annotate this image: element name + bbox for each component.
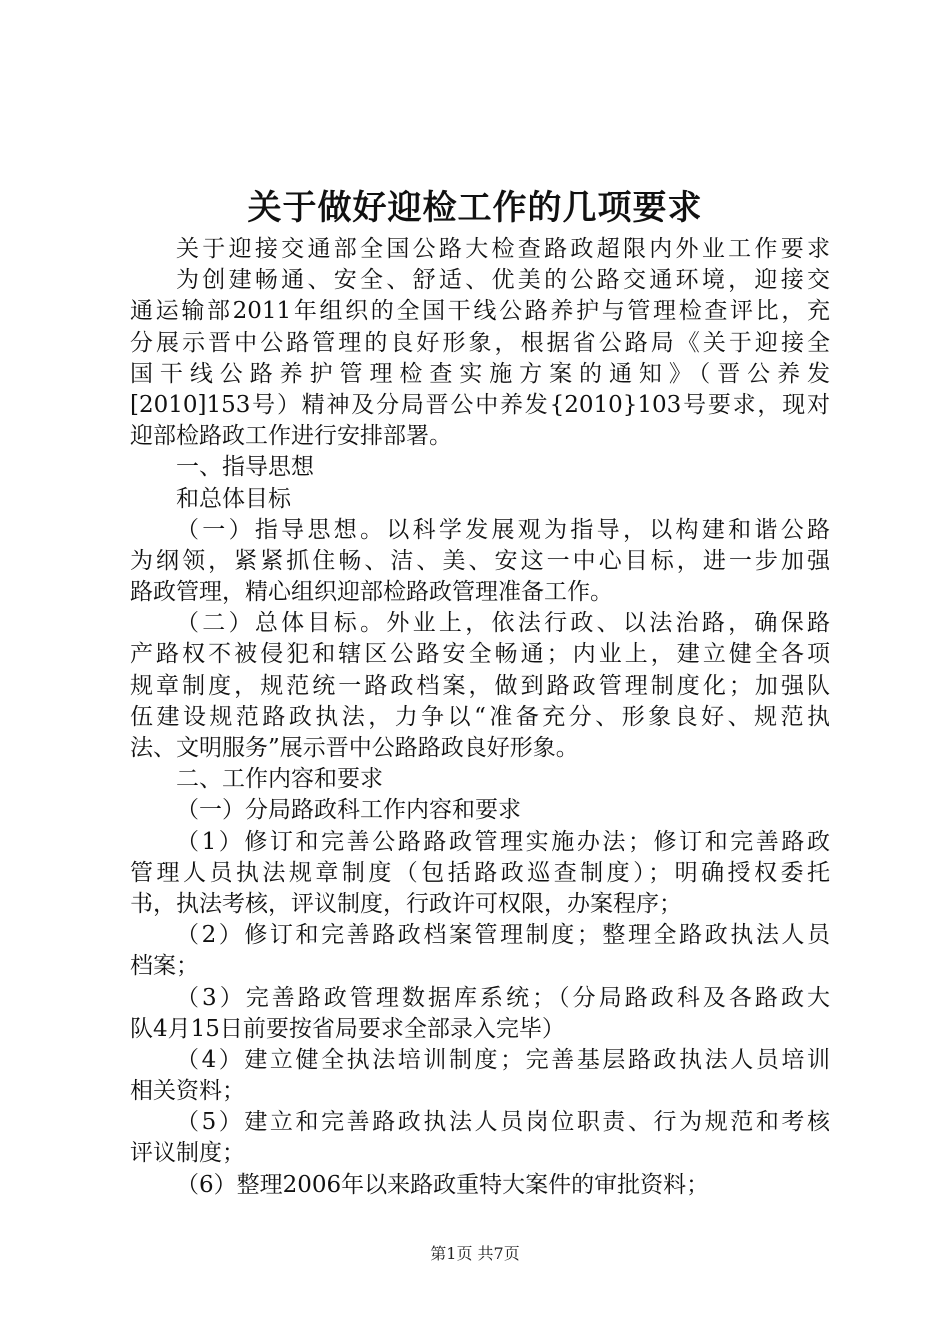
body-line: 和总体目标 [176,485,291,512]
body-line: 分展示晋中公路管理的良好形象，根据省公路局《关于迎接全 [130,329,830,356]
body-line: [2010]153号）精神及分局晋公中养发{2010}103号要求，现对 [130,391,830,418]
body-line: 为创建畅通、安全、舒适、优美的公路交通环境，迎接交 [176,267,830,294]
body-line: 路政管理，精心组织迎部检路政管理准备工作。 [130,579,613,606]
body-line: 档案； [130,953,199,980]
body-line: （一）指导思想。以科学发展观为指导，以构建和谐公路 [176,516,830,543]
body-line: 迎部检路政工作进行安排部署。 [130,423,452,450]
body-line: 关于迎接交通部全国公路大检查路政超限内外业工作要求 [176,236,830,262]
body-line: 规章制度，规范统一路政档案，做到路政管理制度化；加强队 [130,672,830,699]
body-line: （一）分局路政科工作内容和要求 [176,797,521,824]
body-line: （3）完善路政管理数据库系统；（分局路政科及各路政大 [176,984,830,1011]
body-line: （二）总体目标。外业上，依法行政、以法治路，确保路 [176,610,830,637]
body-line: 通运输部2011年组织的全国干线公路养护与管理检查评比，充 [130,298,830,325]
body-line: （1）修订和完善公路路政管理实施办法；修订和完善路政 [176,828,830,855]
body-line: 产路权不被侵犯和辖区公路安全畅通；内业上，建立健全各项 [130,641,830,668]
body-line: 国干线公路养护管理检查实施方案的通知》（晋公养发 [130,360,830,387]
body-line: 二、工作内容和要求 [176,766,383,793]
body-line: 相关资料； [130,1078,245,1105]
body-line: 伍建设规范路政执法，力争以“准备充分、形象良好、规范执 [130,703,830,730]
body-line: （4）建立健全执法培训制度；完善基层路政执法人员培训 [176,1046,830,1073]
body-line: 管理人员执法规章制度（包括路政巡查制度）；明确授权委托 [130,859,830,886]
body-line: 评议制度； [130,1140,245,1167]
body-line: （5）建立和完善路政执法人员岗位职责、行为规范和考核 [176,1109,830,1136]
page-footer: 第1页 共7页 [430,1244,520,1263]
body-line: （2）修订和完善路政档案管理制度；整理全路政执法人员 [176,922,830,949]
body-line: （6）整理2006年以来路政重特大案件的审批资料； [176,1171,710,1198]
body-line: 队4月15日前要按省局要求全部录入完毕） [130,1015,565,1042]
document-title: 关于做好迎检工作的几项要求 [247,188,703,228]
body-line: 一、指导思想 [176,454,314,481]
body-line: 为纲领，紧紧抓住畅、洁、美、安这一中心目标，进一步加强 [130,547,830,574]
body-line: 书，执法考核，评议制度，行政许可权限，办案程序； [130,890,682,917]
document-body [130,234,830,1201]
body-line: 法、文明服务”展示晋中公路路政良好形象。 [130,735,579,761]
